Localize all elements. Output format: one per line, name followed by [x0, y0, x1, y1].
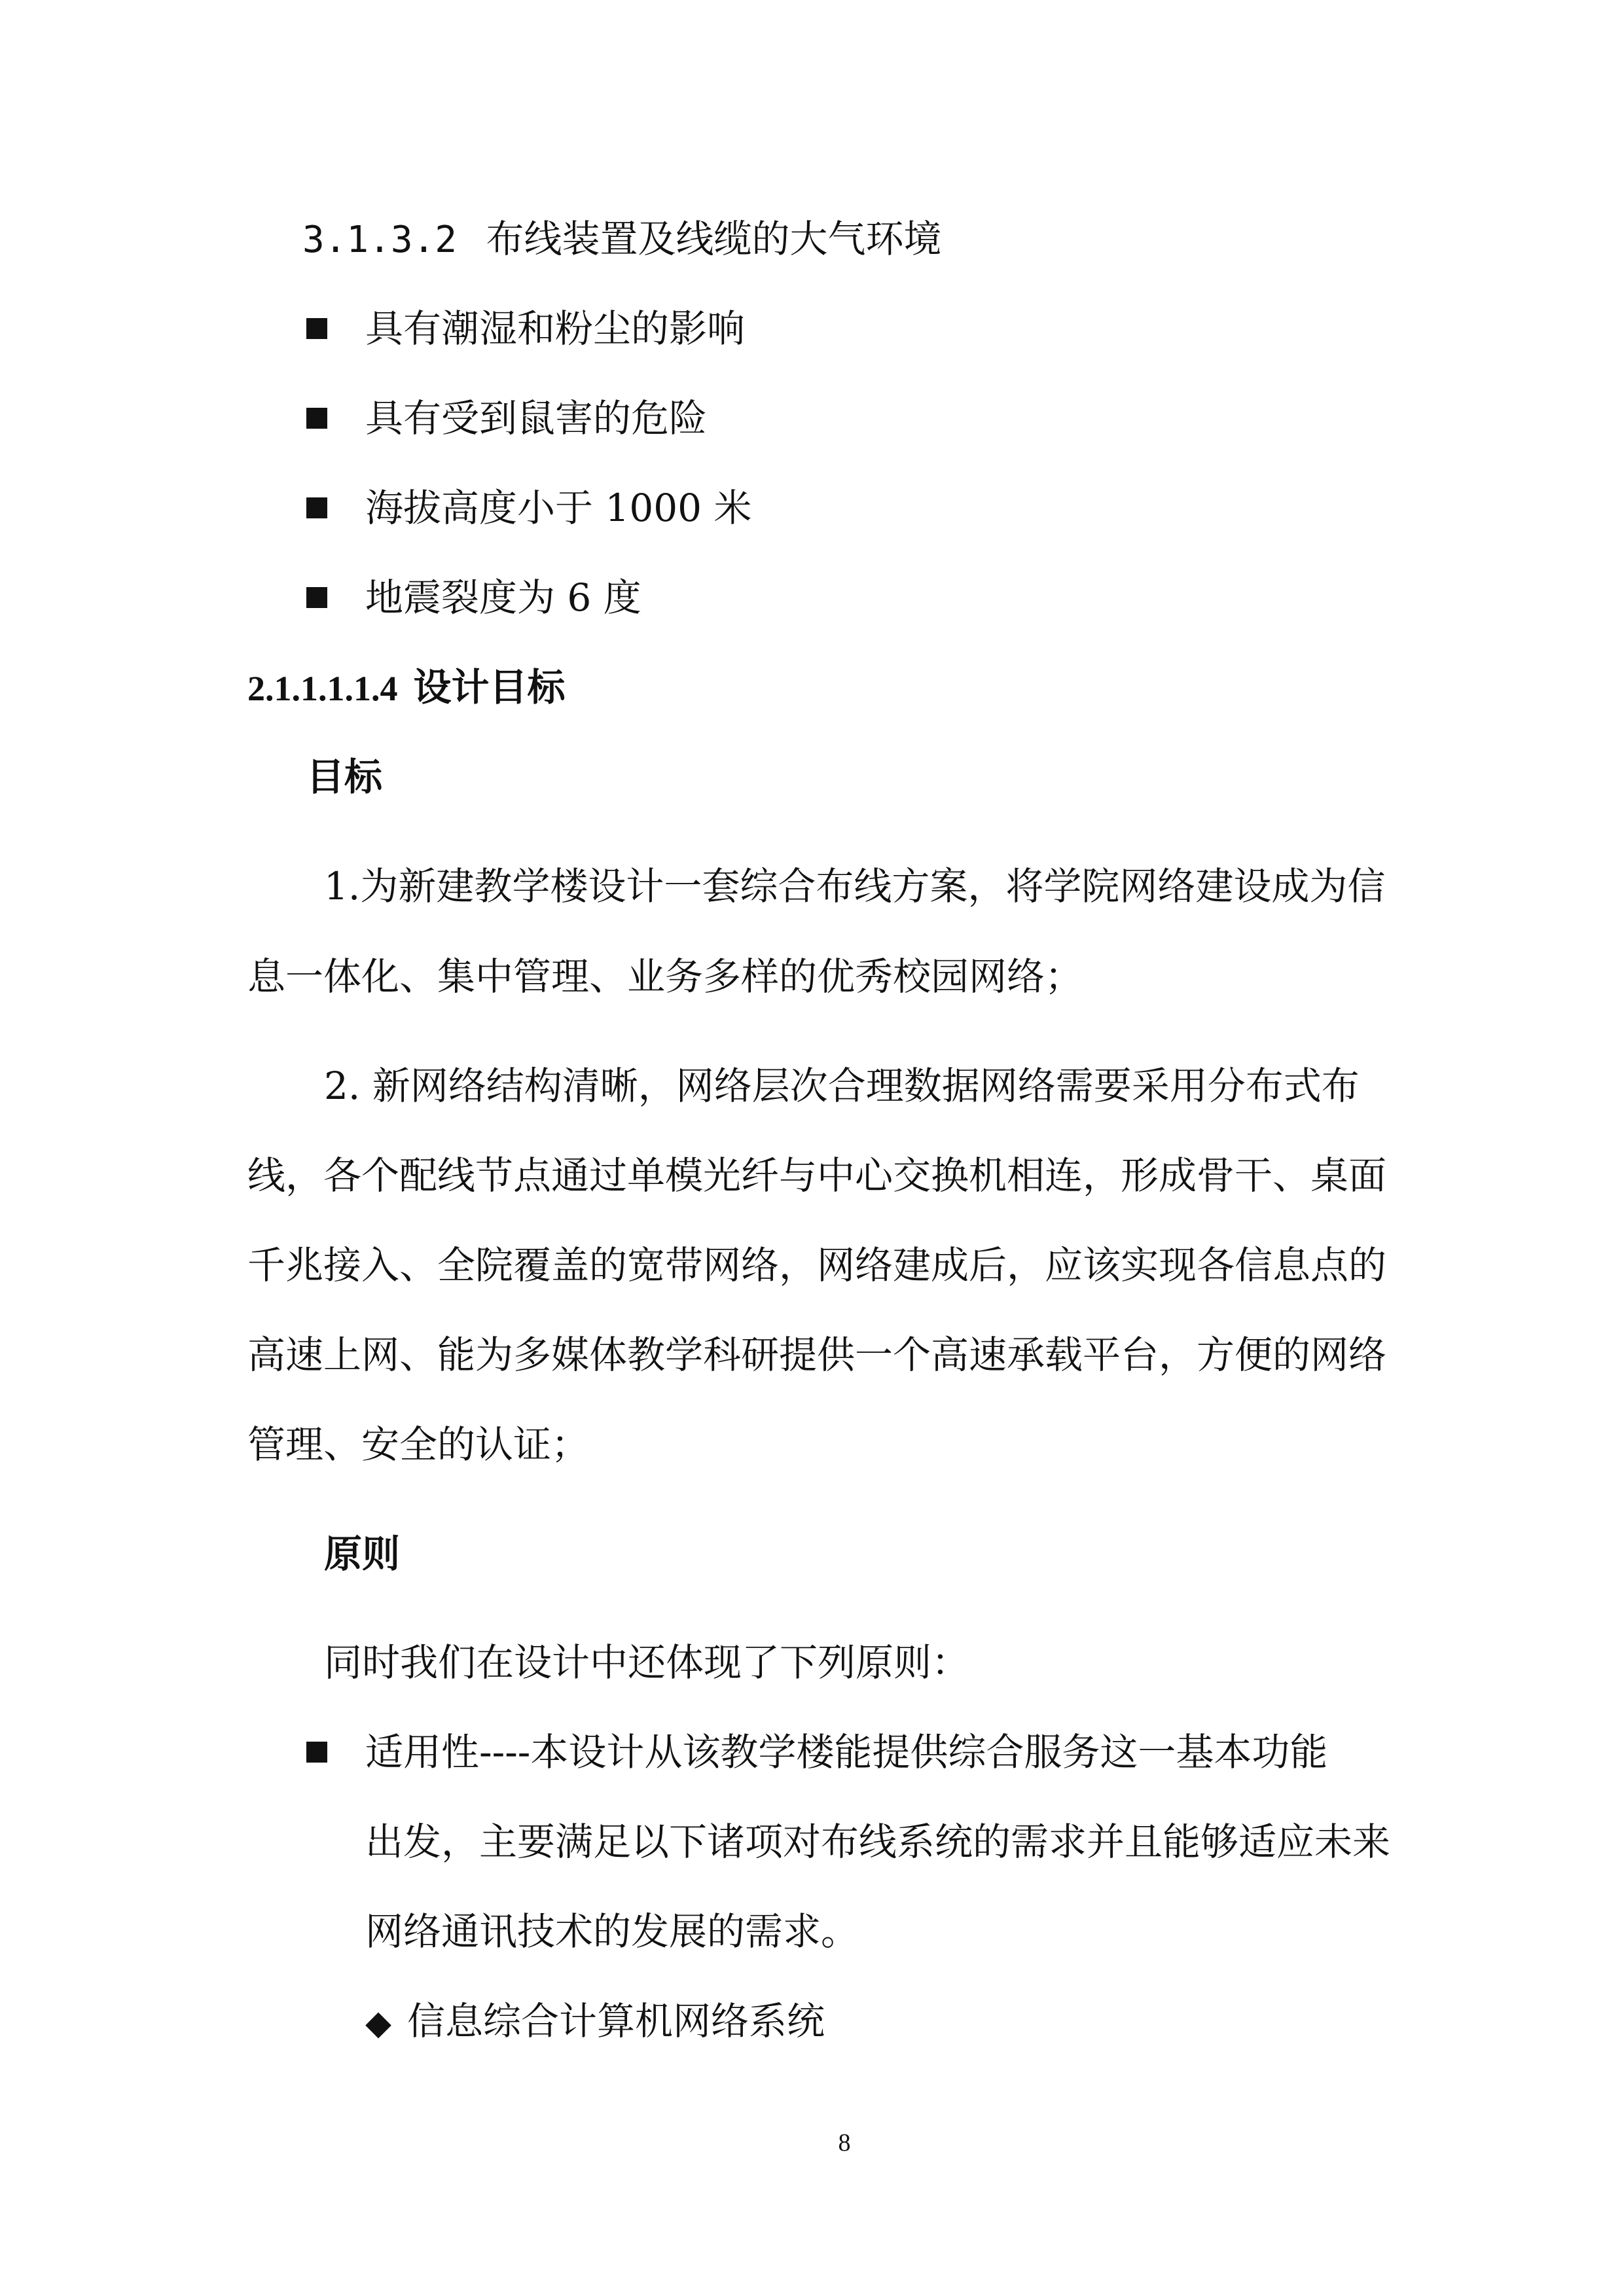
- heading-title: 设计目标: [413, 665, 566, 709]
- section-title: 布线装置及线缆的大气环境: [486, 217, 942, 261]
- paragraph-line: 息一体化、集中管理、业务多样的优秀校园网络；: [247, 954, 1083, 999]
- bullet-text: 海拔高度小于 1000 米: [365, 486, 752, 530]
- page-number: 8: [838, 2129, 851, 2157]
- paragraph-line: 2. 新网络结构清晰，网络层次合理数据网络需要采用分布式布: [324, 1064, 1360, 1108]
- paragraph-line: 1.为新建教学楼设计一套综合布线方案，将学院网络建设成为信: [324, 864, 1386, 908]
- paragraph-line: 管理、安全的认证；: [247, 1422, 590, 1467]
- bullet-item: [306, 575, 641, 620]
- sub-bullet-item: [365, 1998, 825, 2046]
- diamond-bullet-icon: ◆: [365, 2003, 391, 2043]
- principle-bullet: [306, 1729, 1327, 1775]
- bullet-continuation-line: 网络通讯技术的发展的需求。: [365, 1909, 859, 1954]
- paragraph-line: 千兆接入、全院覆盖的宽带网络，网络建成后，应该实现各信息点的: [247, 1243, 1387, 1287]
- square-bullet-icon: [306, 497, 327, 518]
- section-number: 3.1.3.2: [302, 219, 458, 261]
- section-heading-3-1-3-2: [302, 216, 941, 263]
- bullet-item: [306, 395, 707, 441]
- sub-bullet-text: 信息综合计算机网络系统: [407, 1999, 825, 2043]
- heading-number: 2.1.1.1.1.4: [247, 669, 398, 708]
- square-bullet-icon: [306, 587, 327, 608]
- bullet-continuation-line: 出发，主要满足以下诸项对布线系统的需求并且能够适应未来: [365, 1820, 1391, 1864]
- square-bullet-icon: [306, 318, 327, 339]
- principle-intro: 同时我们在设计中还体现了下列原则：: [324, 1640, 970, 1685]
- goal-subheading: 目标: [306, 755, 383, 799]
- design-goal-heading: [247, 664, 566, 711]
- square-bullet-icon: [306, 1742, 327, 1763]
- bullet-text: 具有受到鼠害的危险: [365, 396, 708, 440]
- bullet-text: 适用性----本设计从该教学楼能提供综合服务这一基本功能: [365, 1730, 1328, 1774]
- bullet-text: 具有潮湿和粉尘的影响: [365, 306, 746, 351]
- principle-subheading: 原则: [324, 1532, 401, 1576]
- bullet-item: [306, 485, 751, 531]
- bullet-text: 地震裂度为 6 度: [365, 575, 641, 620]
- square-bullet-icon: [306, 408, 327, 429]
- bullet-item: [306, 306, 745, 351]
- paragraph-line: 高速上网、能为多媒体教学科研提供一个高速承载平台，方便的网络: [247, 1333, 1387, 1377]
- paragraph-line: 线，各个配线节点通过单模光纤与中心交换机相连，形成骨干、桌面: [247, 1153, 1387, 1198]
